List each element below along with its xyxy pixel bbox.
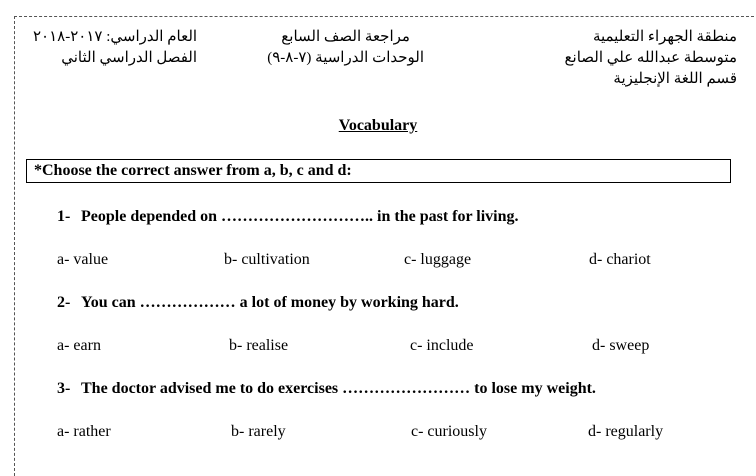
question-text: People depended on ……………………….. in the past for living. xyxy=(81,208,519,225)
header-school-info xyxy=(565,27,737,90)
q2-option-c[interactable]: c- include xyxy=(410,337,474,354)
header-units: الوحدات الدراسية (٧-٨-٩) xyxy=(267,50,424,66)
question-1 xyxy=(57,208,519,226)
q3-option-b[interactable]: b- rarely xyxy=(231,423,286,440)
question-number: 1- xyxy=(57,208,71,225)
q3-option-c[interactable]: c- curiously xyxy=(411,423,487,440)
q2-option-b[interactable]: b- realise xyxy=(229,337,289,354)
q3-option-d[interactable]: d- regularly xyxy=(588,423,664,440)
q1-option-c[interactable]: c- luggage xyxy=(404,251,472,268)
header-review-info xyxy=(267,27,424,69)
q2-option-d[interactable]: d- sweep xyxy=(592,337,650,354)
header-school: متوسطة عبدالله علي الصانع xyxy=(564,50,737,66)
question-number: 3- xyxy=(57,380,71,397)
question-text: The doctor advised me to do exercises …………………… to lose my weight. xyxy=(81,380,596,397)
question-text: You can ……………… a lot of money by working hard. xyxy=(81,294,459,311)
section-title: Vocabulary xyxy=(338,117,418,134)
question-number: 2- xyxy=(57,294,71,311)
header-district: منطقة الجهراء التعليمية xyxy=(592,29,737,45)
q1-option-d[interactable]: d- chariot xyxy=(589,251,651,268)
header-semester: الفصل الدراسي الثاني xyxy=(61,50,198,66)
q3-option-a[interactable]: a- rather xyxy=(57,423,111,440)
header-review-title: مراجعة الصف السابع xyxy=(281,29,410,45)
q1-option-a[interactable]: a- value xyxy=(57,251,109,268)
header-academic-year: العام الدراسي: ٢٠١٧-٢٠١٨ xyxy=(33,29,198,45)
question-3 xyxy=(57,380,596,398)
q2-option-a[interactable]: a- earn xyxy=(57,337,101,354)
header-department: قسم اللغة الإنجليزية xyxy=(613,71,737,87)
instruction-box: *Choose the correct answer from a, b, c and d: xyxy=(26,159,731,183)
q1-option-b[interactable]: b- cultivation xyxy=(224,251,310,268)
question-2 xyxy=(57,294,459,312)
header-year-info xyxy=(33,27,197,69)
